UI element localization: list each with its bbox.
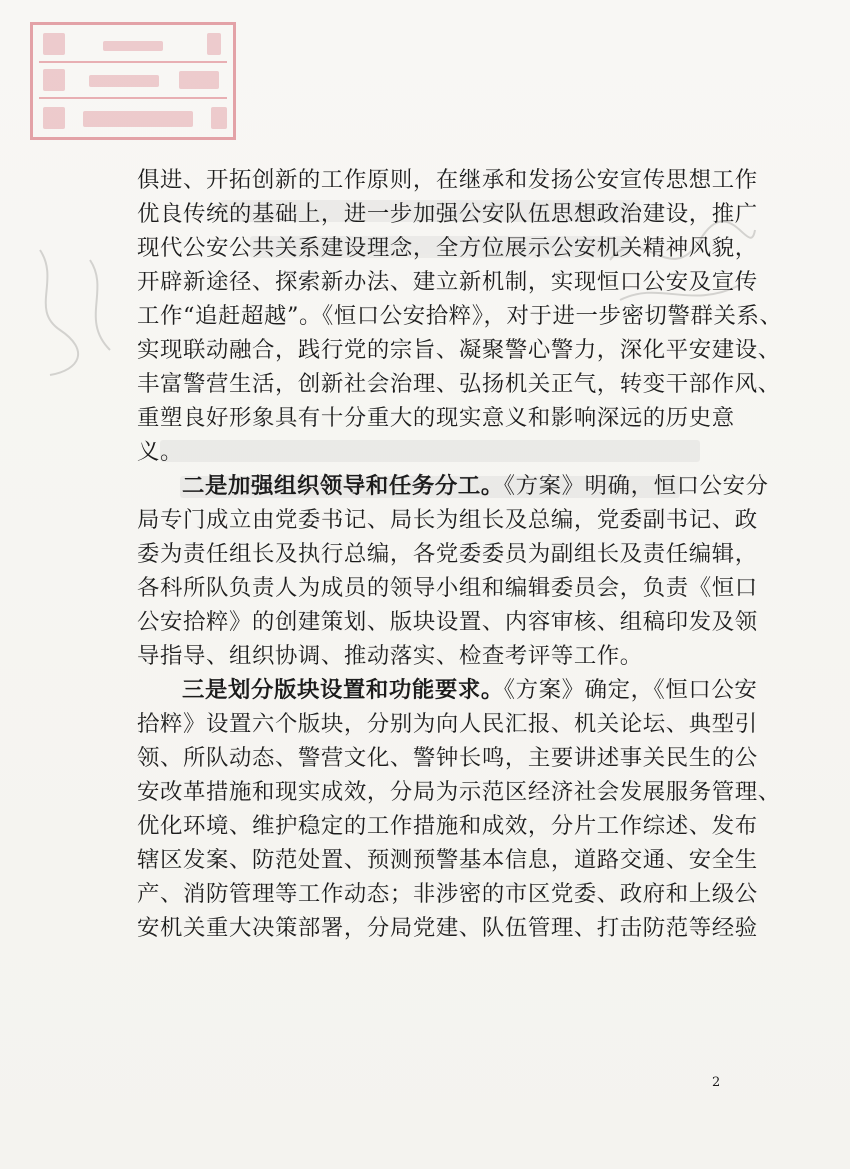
text-line: 公安拾粹》的创建策划、版块设置、内容审核、组稿印发及领	[137, 609, 758, 635]
paragraph-2	[137, 469, 769, 673]
page-number: 2	[712, 1075, 721, 1090]
text-line: 委为责任组长及执行总编，各党委委员为副组长及责任编辑，	[137, 541, 758, 567]
text-line: 各科所队负责人为成员的领导小组和编辑委员会，负责《恒口	[137, 575, 758, 601]
text-fragment: 《方案》确定，《恒口公安	[503, 677, 758, 703]
text-line: 实现联动融合，践行党的宗旨、凝聚警心警力，深化平安建设、	[137, 337, 781, 363]
received-stamp	[30, 22, 236, 140]
text-line: 俱进、开拓创新的工作原则，在继承和发扬公安宣传思想工作	[137, 167, 758, 193]
paragraph-3	[137, 673, 781, 945]
handwritten-annotation-mark	[20, 240, 140, 380]
text-line: 拾粹》设置六个版块，分别为向人民汇报、机关论坛、典型引	[137, 711, 758, 737]
paragraph-heading: 二是加强组织领导和任务分工。	[182, 473, 504, 499]
text-line: 优化环境、维护稳定的工作措施和成效，分片工作综述、发布	[137, 813, 758, 839]
text-line: 优良传统的基础上，进一步加强公安队伍思想政治建设，推广	[137, 201, 758, 227]
text-line: 辖区发案、防范处置、预测预警基本信息，道路交通、安全生	[137, 847, 758, 873]
text-line: 义。	[137, 439, 183, 465]
paragraph-1	[137, 163, 783, 469]
text-line: 工作“追赶超越”。《恒口公安拾粹》，对于进一步密切警群关系、	[137, 303, 783, 329]
text-line: 局专门成立由党委书记、局长为组长及总编，党委副书记、政	[137, 507, 758, 533]
text-line: 丰富警营生活，创新社会治理、弘扬机关正气，转变干部作风、	[137, 371, 781, 397]
text-line: 现代公安公共关系建设理念，全方位展示公安机关精神风貌，	[137, 235, 758, 261]
body-text	[137, 163, 783, 945]
text-line: 重塑良好形象具有十分重大的现实意义和影响深远的历史意	[137, 405, 735, 431]
text-line: 导指导、组织协调、推动落实、检查考评等工作。	[137, 643, 643, 669]
text-line: 安机关重大决策部署，分局党建、队伍管理、打击防范等经验	[137, 915, 758, 941]
text-line	[137, 673, 758, 707]
text-line: 开辟新途径、探索新办法、建立新机制，实现恒口公安及宣传	[137, 269, 758, 295]
paragraph-heading: 三是划分版块设置和功能要求。	[182, 677, 504, 703]
text-line: 领、所队动态、警营文化、警钟长鸣，主要讲述事关民生的公	[137, 745, 758, 771]
text-fragment: 《方案》明确，恒口公安分	[503, 473, 769, 499]
text-line	[137, 469, 769, 503]
text-line: 产、消防管理等工作动态；非涉密的市区党委、政府和上级公	[137, 881, 758, 907]
text-line: 安改革措施和现实成效，分局为示范区经济社会发展服务管理、	[137, 779, 781, 805]
